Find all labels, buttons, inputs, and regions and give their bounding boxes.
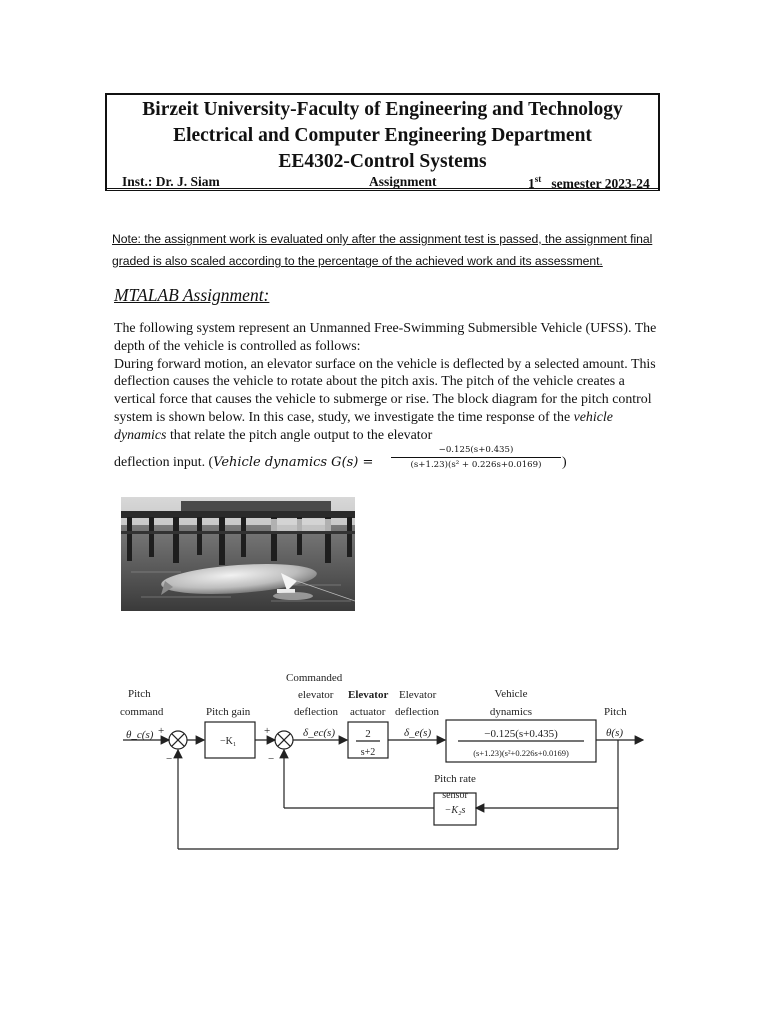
transfer-function-denominator: (s+1.23)(s² + 0.226s+0.0169) [410,460,542,470]
paragraph-description: During forward motion, an elevator surface on the vehicle is deflected by a selected amount. This deflection causes the vehicle to rotate about the pitch axis. The pitch of the vehicle creates a vertical force that causes the vehicle to submerge or rise. The block diagram for the pitch control system is shown below. In this case, study, we investigate the time response of the vehicle dynamics that relate the pitch angle output to the elevator [114,356,656,443]
label-vehicle-dynamics-1: Vehicle [494,688,528,700]
semester: 1st semester 2023-24 [528,174,650,191]
sum1-plus: + [158,725,165,737]
vehicle-numerator: −0.125(s+0.435) [484,728,558,740]
label-theta: θ(s) [606,727,624,739]
equation-lead: deflection input. (Vehicle dynamics G(s) = [114,455,374,470]
paragraph-intro: The following system represent an Unmanned Free-Swimming Submersible Vehicle (UFSS). The depth of the vehicle is controlled as follows: [114,321,657,354]
department-title: Electrical and Computer Engineering Department [173,125,592,146]
label-delta-e: δ_e(s) [404,727,432,739]
header-box [105,93,660,191]
transfer-function-fraction [391,445,561,470]
equation-close: ) [562,455,567,470]
label-theta-c: θ_c(s) [126,729,154,741]
label-vehicle-dynamics-2: dynamics [489,706,533,718]
section-title: MTALAB Assignment: [114,285,270,305]
label-elevator-deflection-2: deflection [395,706,439,718]
label-elevator-actuator-1: Elevator [348,689,389,701]
label-pitch-gain: Pitch gain [206,706,251,718]
label-commanded-1: Commanded [286,672,343,684]
actuator-denominator: s+2 [360,747,376,758]
sum2-minus: − [268,753,275,765]
pitch-control-block-diagram [118,670,648,875]
instructor: Inst.: Dr. J. Siam [122,174,220,189]
label-delta-ec: δ_ec(s) [303,727,335,739]
label-k1: −K₁ [220,736,237,747]
sum2-plus: + [264,725,271,737]
label-commanded-2: elevator [298,689,334,701]
ufss-vehicle-photo [121,497,355,611]
course-title: EE4302-Control Systems [278,151,487,172]
document-type: Assignment [369,174,437,189]
actuator-numerator: 2 [365,728,371,740]
assignment-note: Note: the assignment work is evaluated only after the assignment test is passed, the assignment final graded is also scaled according to the percentage of the achieved work and its assessment. [112,232,653,268]
transfer-function-numerator: −0.125(s+0.435) [391,445,561,458]
body-text [114,320,660,445]
header-double-rule [105,188,660,191]
label-rate-sensor-1: Pitch rate [434,773,476,785]
vehicle-denominator: (s+1.23)(s²+0.226s+0.0169) [473,748,569,758]
label-elevator-deflection-1: Elevator [399,689,437,701]
label-pitch-command-2: command [120,706,164,718]
label-pitch: Pitch [604,706,627,718]
sum1-minus: − [166,753,173,765]
label-rate-sensor-2: sensor [442,790,468,801]
transfer-function-line [114,445,674,479]
university-title: Birzeit University-Faculty of Engineering and Technology [142,99,623,120]
label-pitch-command-1: Pitch [128,688,151,700]
label-k2s: −K₂s [444,805,466,816]
label-commanded-3: deflection [294,706,338,718]
label-elevator-actuator-2: actuator [350,706,386,718]
